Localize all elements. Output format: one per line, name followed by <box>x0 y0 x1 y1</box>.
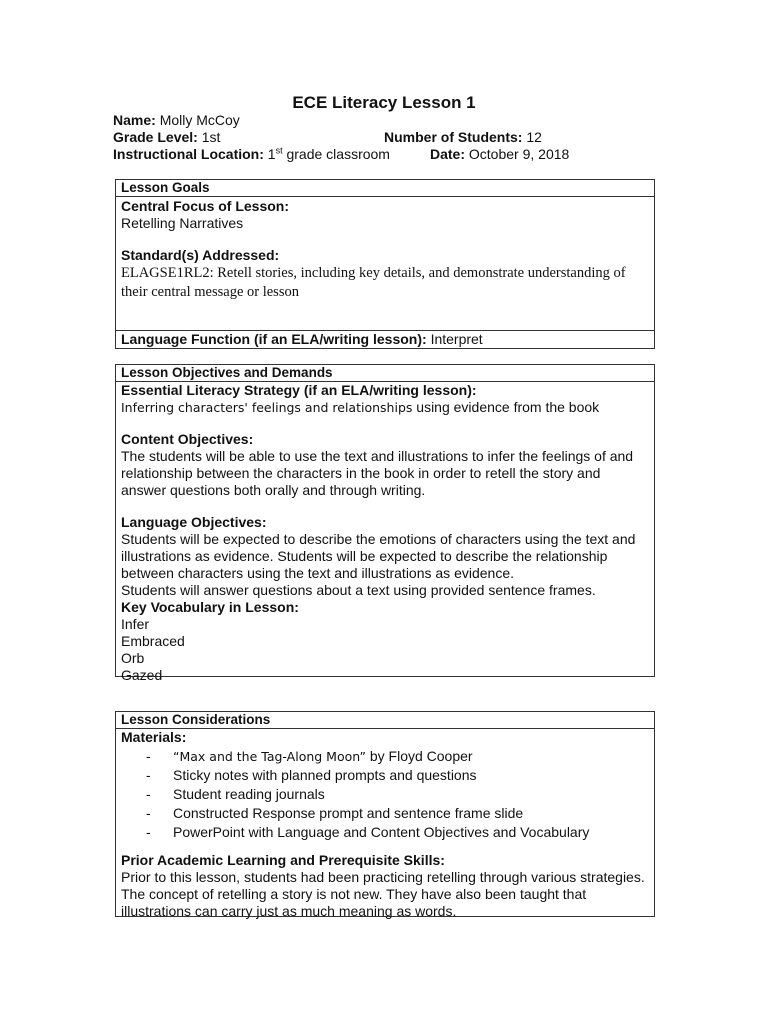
prior-learning-value: Prior to this lesson, students had been practicing retelling through various strategies. The concept of retelling a story is not new. They have also been taught that illustrations can carry just as much meaning as words. <box>121 869 645 919</box>
vocab-item: Embraced <box>121 633 185 649</box>
location-line <box>113 146 390 163</box>
lesson-objectives-heading: Lesson Objectives and Demands <box>116 365 654 382</box>
page-title: ECE Literacy Lesson 1 <box>292 93 476 112</box>
language-function-value: Interpret <box>430 331 483 347</box>
students-label: Number of Students: <box>384 129 523 145</box>
materials-book-title: “Max and the Tag-Along Moon” <box>173 749 366 764</box>
vocab-item: Infer <box>121 616 150 632</box>
materials-item: - Constructed Response prompt and sentence frame slide <box>146 804 649 823</box>
vocab-item: Gazed <box>121 667 163 683</box>
materials-item: - PowerPoint with Language and Content Objectives and Vocabulary <box>146 823 649 842</box>
language-objectives-value-2: Students will answer questions about a text using provided sentence frames. <box>121 582 596 598</box>
name-label: Name: <box>113 112 156 128</box>
standards-value: ELAGSE1RL2: Retell stories, including key details, and demonstrate understanding of their central message or lesson <box>121 265 626 300</box>
content-objectives-value: The students will be able to use the text and illustrations to infer the feelings of and relationship between the characters in the book in order to retell the story and answer questions both orally and through writing. <box>121 448 634 498</box>
materials-book-author: by Floyd Cooper <box>369 748 473 764</box>
grade-line <box>113 129 220 146</box>
date-line <box>430 146 569 163</box>
name-value: Molly McCoy <box>159 112 240 128</box>
prior-learning-label: Prior Academic Learning and Prerequisite Skills: <box>121 852 445 868</box>
lesson-considerations-box <box>115 711 655 917</box>
grade-value: 1st <box>201 129 221 145</box>
literacy-strategy-label: Essential Literacy Strategy (if an ELA/writing lesson): <box>121 382 477 398</box>
literacy-strategy-part1: Inferring characters' feelings and relationships <box>121 400 413 415</box>
date-value: October 9, 2018 <box>468 146 570 162</box>
lesson-goals-body <box>116 198 654 302</box>
language-function-row <box>116 330 654 348</box>
language-objectives-value: Students will be expected to describe the emotions of characters using the text and illustrations as evidence. Students will be expected to describe the relationship between characters using the text and illustrations as evidence. <box>121 531 636 581</box>
content-objectives-label: Content Objectives: <box>121 431 254 447</box>
materials-list <box>121 747 649 842</box>
central-focus-label: Central Focus of Lesson: <box>121 198 290 214</box>
date-label: Date: <box>430 146 466 162</box>
lesson-considerations-body <box>116 729 654 920</box>
lesson-goals-box <box>115 179 655 349</box>
vocab-item: Orb <box>121 650 145 666</box>
lesson-goals-heading: Lesson Goals <box>116 180 654 197</box>
location-sup: st <box>275 145 283 156</box>
literacy-strategy-value <box>121 399 649 416</box>
location-label: Instructional Location: <box>113 146 264 162</box>
location-num: 1 <box>267 146 276 162</box>
lesson-objectives-body <box>116 382 654 684</box>
materials-label: Materials: <box>121 729 187 745</box>
students-value: 12 <box>526 129 542 145</box>
literacy-strategy-part2: using evidence from the book <box>416 399 600 415</box>
materials-item: - Student reading journals <box>146 785 649 804</box>
grade-label: Grade Level: <box>113 129 198 145</box>
materials-item <box>146 747 649 766</box>
language-objectives-label: Language Objectives: <box>121 514 267 530</box>
central-focus-value: Retelling Narratives <box>121 215 244 231</box>
name-line <box>113 112 240 129</box>
key-vocabulary-label: Key Vocabulary in Lesson: <box>121 599 299 615</box>
language-function-label: Language Function (if an ELA/writing lesson): <box>121 331 427 347</box>
location-rest: grade classroom <box>286 146 390 162</box>
lesson-considerations-heading: Lesson Considerations <box>116 712 654 729</box>
lesson-objectives-box <box>115 364 655 683</box>
materials-item: - Sticky notes with planned prompts and questions <box>146 766 649 785</box>
students-line <box>384 129 542 146</box>
standards-label: Standard(s) Addressed: <box>121 247 280 263</box>
